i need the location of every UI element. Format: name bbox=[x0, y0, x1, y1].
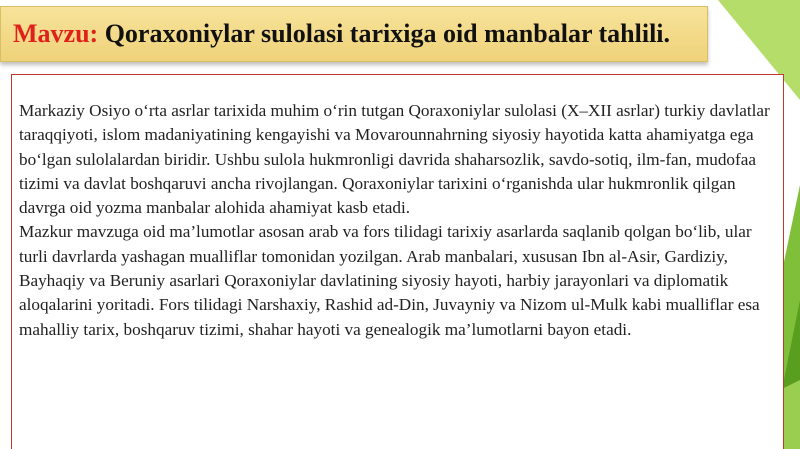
content-box bbox=[11, 74, 784, 449]
title-bar bbox=[0, 6, 708, 62]
paragraph-sources: Mazkur mavzuga oid ma’lumotlar asosan arab va fors tilidagi tarixiy asarlarda saqlanib qolgan bo‘lib, ular turli davrlarda yashagan mualliflar tomonidan yozilgan. Arab manbalari, xususan Ibn al-Asir, Gardiziy, Bayhaqiy va Beruniy asarlari Qoraxoniylar davlatining siyosiy hayoti, harbiy jarayonlari va diplomatik aloqalarini yoritadi. Fors tilidagi Narshaxiy, Rashid ad-Din, Juvayniy va Nizom ul-Mulk kabi mualliflar esa mahalliy tarix, boshqaruv tizimi, shahar hayoti va genealogik ma’lumotlarni bayon etadi. bbox=[19, 222, 760, 339]
slide-title bbox=[13, 21, 670, 47]
title-text: Qoraxoniylar sulolasi tarixiga oid manbalar tahlili. bbox=[98, 19, 671, 48]
paragraph-intro: Markaziy Osiyo o‘rta asrlar tarixida muhim o‘rin tutgan Qoraxoniylar sulolasi (X–XII asrlar) turkiy davlatlar taraqqiyoti, islom madaniyatining kengayishi va Movarounnahrning siyosiy hayotida katta ahamiyatga ega bo‘lgan sulolalardan biridir. Ushbu sulola hukmronligi davrida shaharsozlik, savdo-sotiq, ilm-fan, mudofaa tizimi va davlat boshqaruvi ancha rivojlangan. Qoraxoniylar tarixini o‘rganishda ular hukmronlik qilgan davrga oid yozma manbalar alohida ahamiyat kasb etadi. bbox=[19, 101, 770, 218]
title-prefix: Mavzu: bbox=[13, 19, 99, 48]
